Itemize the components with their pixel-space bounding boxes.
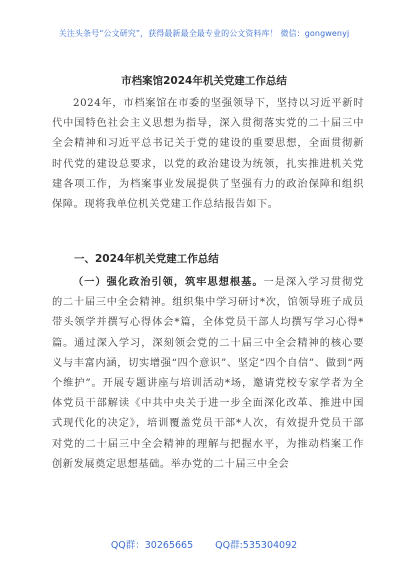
- footer-qq-group-2: QQ群:535304092: [215, 540, 298, 551]
- footer-qq-group-1: QQ群：30265665: [110, 540, 194, 551]
- subsection-heading: （一）强化政治引领，筑牢思想根基。: [73, 277, 264, 288]
- section-heading: 一、2024年机关党建工作总结: [74, 253, 219, 265]
- promo-banner: 关注头条号“公文研究”，获得最新最全最专业的公文资料库！ 微信：gongwenyj: [58, 29, 350, 38]
- intro-paragraph: 2024年，市档案馆在市委的坚强领导下，坚持以习近平新时代中国特色社会主义思想为指导，深入贯彻落实党的二十届三中全会精神和习近平总书记关于党的建设的重要思想，全面贯彻新时代党的建设总要求，以党的政治建设为统领，扎实推进机关党建各项工作，为档案事业发展提供了坚强有力的政治保障和组织保障。现将我单位机关党建工作总结报告如下。: [52, 98, 364, 211]
- footer-contact: [0, 537, 408, 551]
- paragraph-1-text: 一是深入学习贯彻党的二十届三中全会精神。组织集中学习研讨*次，馆领导班子成员带头领学并撰写心得体会*篇，全体党员干部人均撰写学习心得*篇。通过深入学习，深刻领会党的二十届三中全会精神的核心要义与丰富内涵，切实增强“四个意识”、坚定“四个自信”、做到“两个维护”。开展专题讲座与培训活动*场，邀请党校专家学者为全体党员干部解读《中共中央关于进一步全面深化改革、推进中国式现代化的决定》，培训覆盖党员干部*人次，有效提升党员干部对党的二十届三中全会精神的理解与把握水平，为推动档案工作创新发展奠定思想基础。举办党的二十届三中全会: [52, 277, 364, 470]
- document-title: 市档案馆2024年机关党建工作总结: [121, 75, 287, 87]
- paragraph-1: [52, 273, 364, 475]
